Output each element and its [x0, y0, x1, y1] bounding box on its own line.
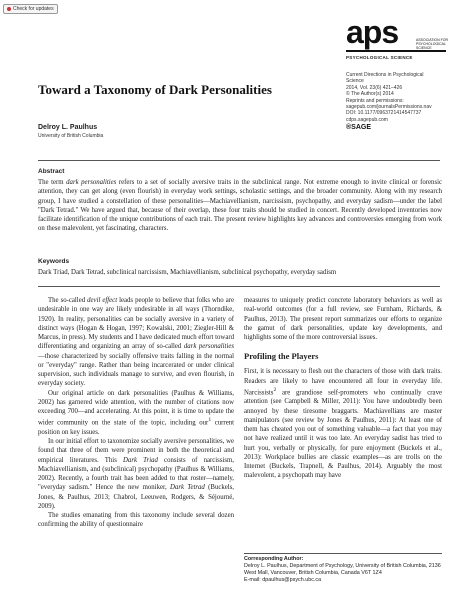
abstract-heading: Abstract — [38, 168, 65, 175]
author-name: Delroy L. Paulhus — [38, 124, 98, 131]
permissions-link[interactable]: sagepub.com/journalsPermissions.nav — [346, 104, 432, 111]
body-column-left — [38, 296, 234, 530]
body-column-right — [244, 296, 442, 481]
doi[interactable]: DOI: 10.1177/0963721414547737 — [346, 110, 422, 117]
logo-strap: PSYCHOLOGICAL SCIENCE — [346, 55, 413, 60]
check-for-updates-badge[interactable] — [3, 4, 58, 14]
journal-url[interactable]: cdps.sagepub.com — [346, 116, 388, 123]
correspondence-address: Delroy L. Paulhus, Department of Psychology, University of British Columbia, 2136 West Mall, Vancouver, British Columbia, Canada V6T 1Z4 — [244, 562, 441, 576]
divider-top — [38, 160, 440, 161]
paragraph: The so-called devil effect leads people to believe that folks who are undesirable in one way are likely undesirable in all ways (Thorndike, 1920). In reality, personalities can be socially aversive in a variety of distinct ways (Hogan & Hogan, 1997; Kowalski, 2001; Ziegler-Hill & Marcus, in press). My students and I have dedicated much effort toward differentiating and organizing an array of so-called dark personalities—those characterized by socially offensive traits falling in the normal or "everyday" range. Rather than being incarcerated or under clinical supervision, such individuals manage to survive, and even flourish, in everyday society. — [38, 297, 235, 388]
section-heading: Profiling the Players — [244, 351, 319, 362]
correspondence-heading: Corresponding Author: — [244, 556, 304, 562]
sage-logo: ®SAGE — [346, 124, 371, 132]
correspondence-email[interactable]: E-mail: dpaulhus@psych.ubc.ca — [244, 576, 322, 583]
keywords-text: Dark Triad, Dark Tetrad, subclinical narcissism, Machiavellianism, subclinical psychopathy, everyday sadism — [38, 269, 337, 276]
footnote-ref[interactable]: 2 — [273, 386, 277, 393]
logo-subline-1: ASSOCIATION FOR — [416, 38, 449, 42]
logo-wordmark: aps — [346, 14, 399, 50]
keywords-heading: Keywords — [38, 258, 70, 265]
journal-name-line1: Current Directions in Psychological — [346, 72, 424, 78]
paragraph: The studies emanating from this taxonomy include several dozen confirming the ability of questionnaire — [38, 512, 234, 529]
volume-info: 2014, Vol. 23(6) 421–426 — [346, 84, 403, 91]
badge-label: Check for updates — [13, 6, 54, 12]
paragraph: Our original article on dark personalities (Paulhus & Williams, 2002) has garnered wide attention, with the number of citations now exceeding 700—and accelerating. At this point, it is time to update the wider community on the state of the topic, including our$^1$ current position on key issues. — [38, 389, 234, 436]
paragraph: First, it is necessary to flesh out the characters of those with dark traits. Readers are likely to have encountered all four in everyday life. Narcissists$^2$ are grandiose self-promoters who continually crave attention (see Campbell & Miller, 2011): You have undoubtedly been annoyed by these tiresome braggarts. Machiavellians are master manipulators (see review by Jones & Paulhus, 2011): At least one of them has cheated you out of something valuable—a fact that you may not have realized until it was too late. An everyday sadist has tried to hurt you, verbally or physically, for pure enjoyment (Buckels et al., 2013): Workplace bullies are classic examples—as are trolls on the Internet (Buckels, Trapnell, & Paulhus, 2014). Arguably the most malevolent, a psychopath may have — [244, 368, 442, 480]
paragraph: measures to uniquely predict concrete laboratory behaviors as well as real-world outcomes (for a full review, see Furnham, Richards, & Paulhus, 2013). The present report summarizes our efforts to organize the gamut of dark personalities, update key developments, and highlights some of the more controversial issues. — [244, 297, 442, 341]
abstract-text: The term dark personalities refers to a set of socially aversive traits in the subclinical range. Not extreme enough to invite clinical or forensic attention, they can get along (even flourish) in everyday work settings, scholastic settings, and the broader community. Along with my research group, I have studied a constellation of these personalities—Machiavellianism, narcissism, psychopathy, and everyday sadism—under the label "Dark Tetrad." We have argued that, because of their overlap, these four traits should be studied in concert. Recently developed inventories now facilitate identification of the unique contributions of each trait. The present review highlights key advances and controversies emerging from work on these malevolent, yet fascinating, characters. — [38, 179, 442, 233]
logo-subline-2: PSYCHOLOGICAL SCIENCE — [416, 42, 446, 50]
divider-body — [38, 286, 440, 287]
correspondence-block — [244, 556, 442, 584]
correspondence-divider — [244, 553, 442, 554]
publication-info — [346, 72, 456, 131]
author-affiliation: University of British Columbia — [38, 133, 104, 139]
update-icon — [7, 7, 11, 11]
copyright: © The Author(s) 2014 — [346, 91, 394, 98]
footnote-ref[interactable]: 1 — [208, 417, 212, 424]
aps-logo — [346, 14, 449, 60]
journal-name-line2: Science — [346, 78, 364, 85]
logo-bar — [346, 50, 446, 52]
article-title: Toward a Taxonomy of Dark Personalities — [38, 82, 272, 97]
reprints-label: Reprints and permissions: — [346, 97, 404, 104]
logo-subline — [416, 38, 456, 50]
paragraph: In our initial effort to taxonomize socially aversive personalities, we found that three of them were prominent in both the theoretical and empirical literatures. This Dark Triad consists of narcissism, Machiavellianism, and (subclinical) psychopathy (Paulhus & Williams, 2002). Recently, a fourth trait has been added to that roster—namely, "everyday sadism." Hence the new moniker, Dark Tetrad (Buckels, Jones, & Paulhus, 2013; Chabrol, Leeuwen, Rodgers, & Séjourné, 2009). — [38, 438, 235, 510]
